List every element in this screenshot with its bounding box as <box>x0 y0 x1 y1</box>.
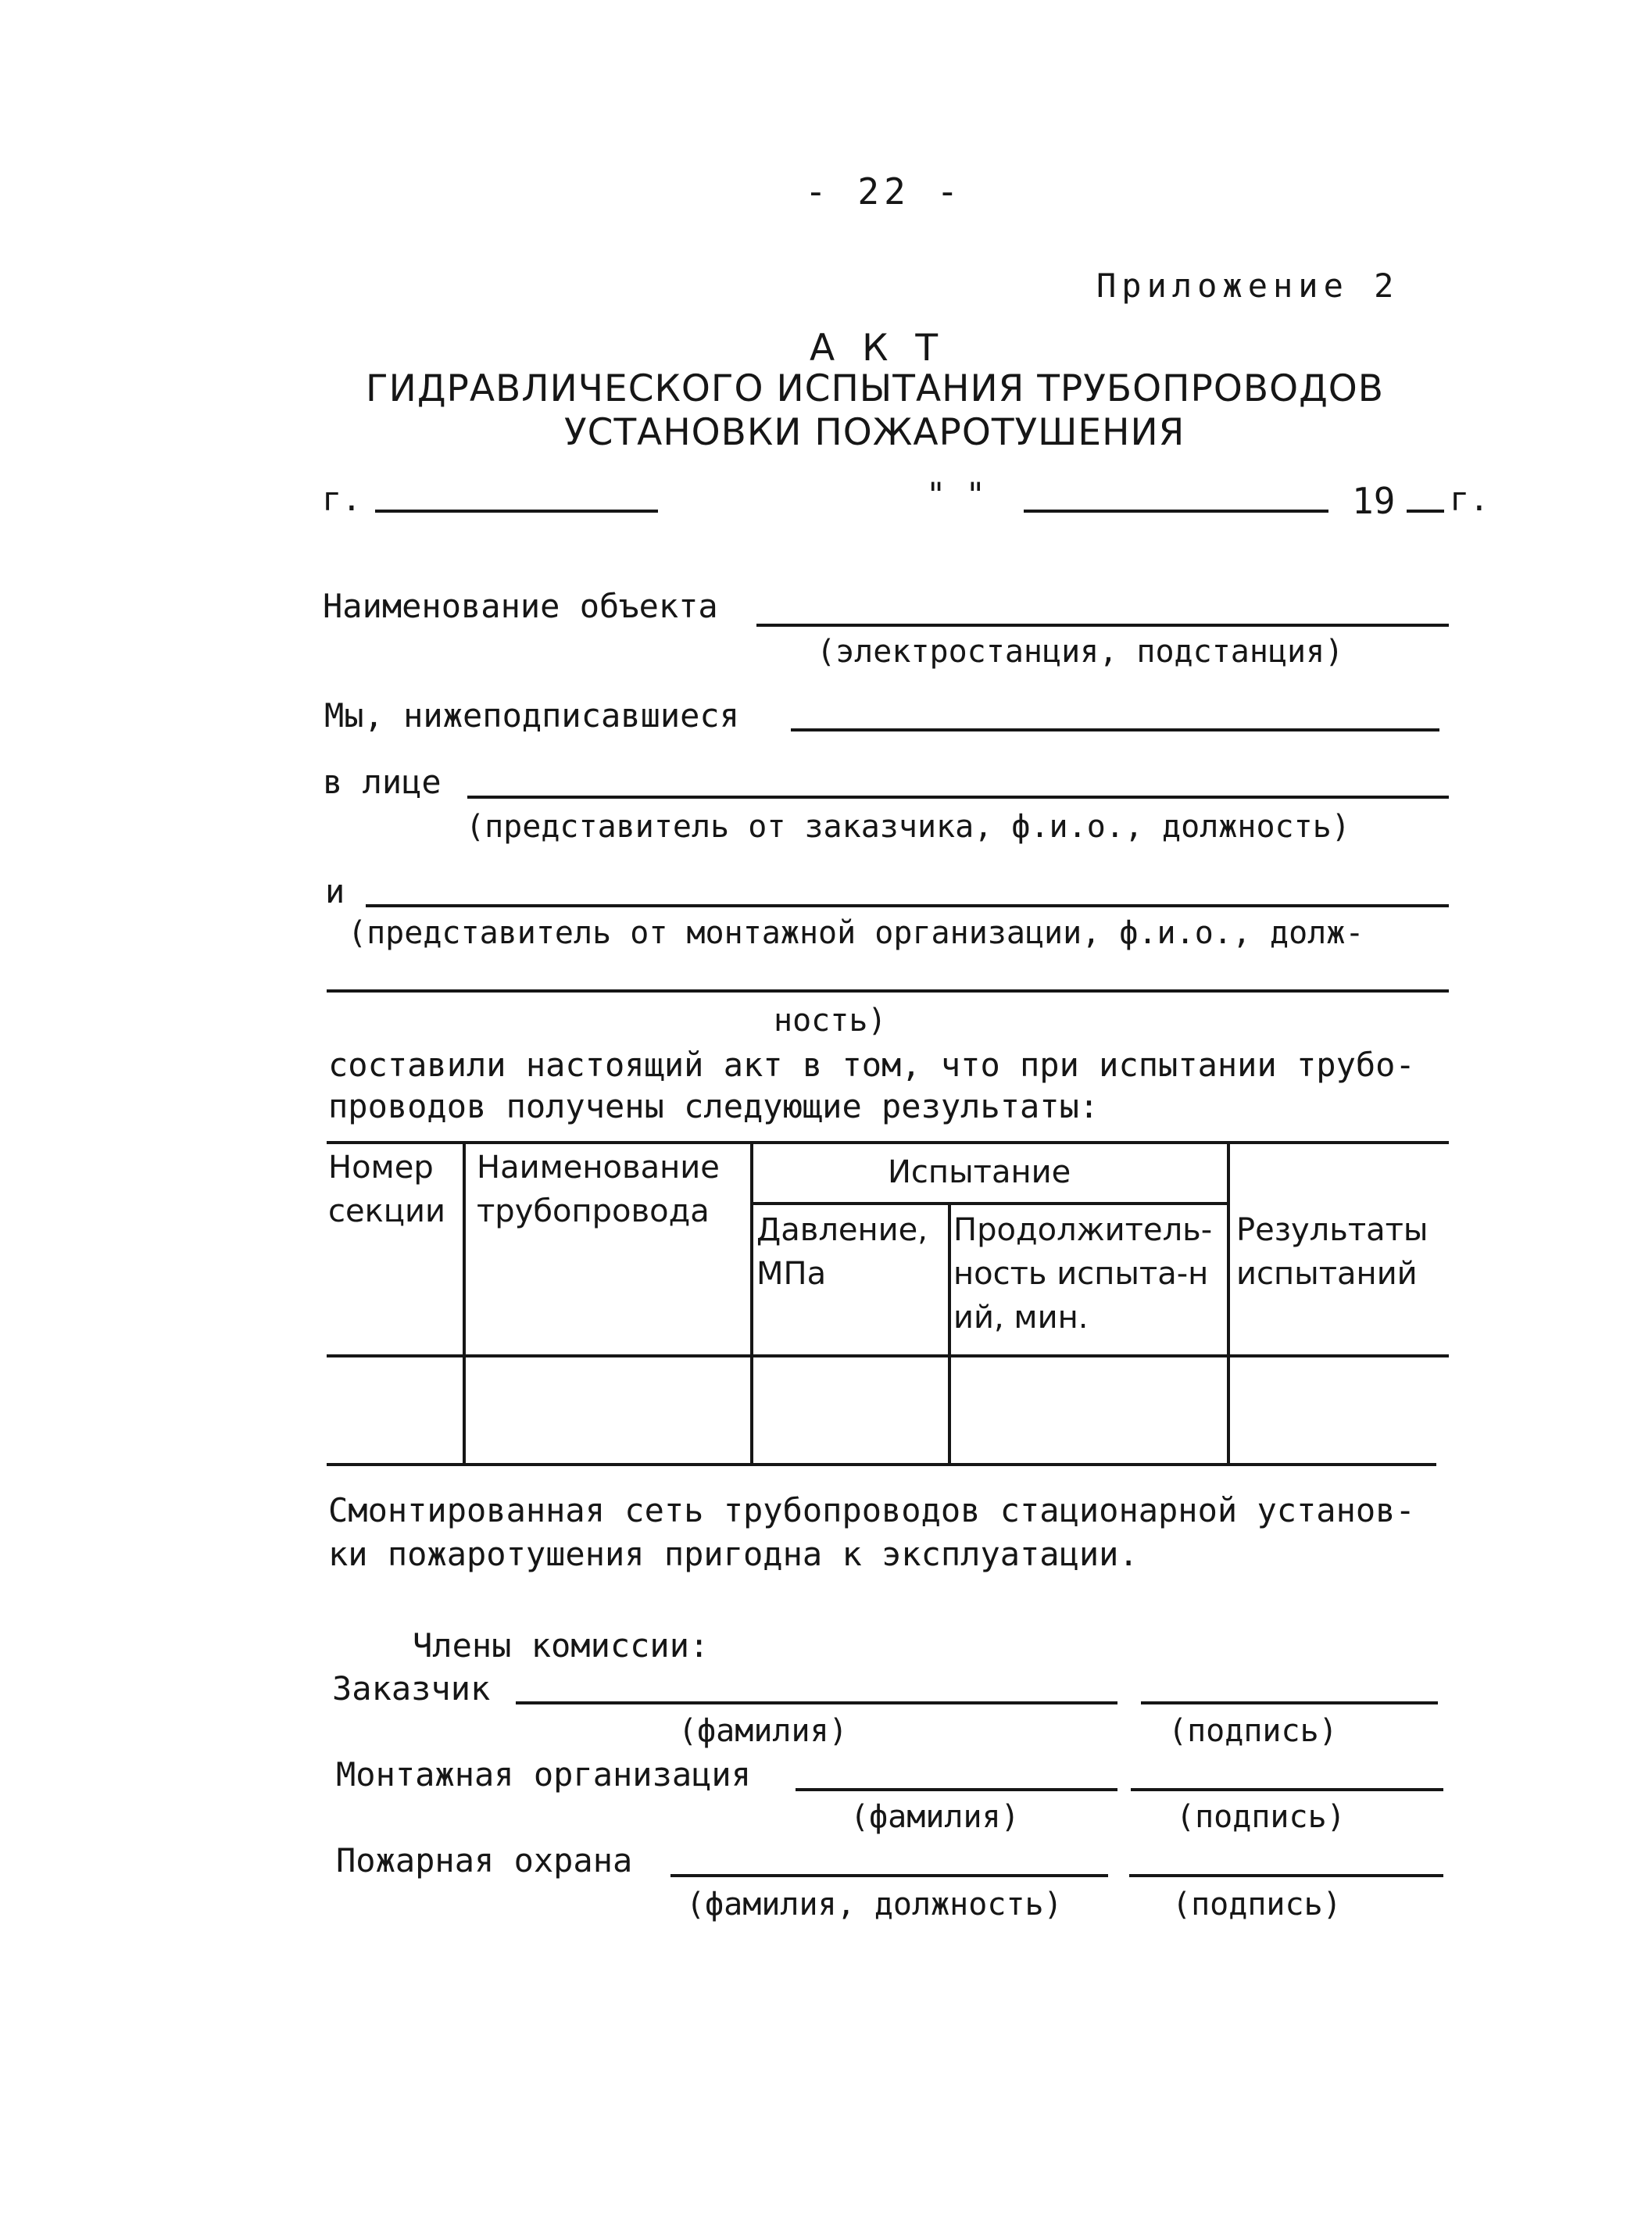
year-prefix: 19 <box>1352 480 1396 522</box>
table-header-test: Испытание <box>888 1154 1071 1190</box>
year-suffix: г. <box>1450 480 1489 518</box>
city-field-line[interactable] <box>375 510 658 513</box>
table-header-section: Номер секции <box>328 1150 445 1229</box>
fire-protection-surname-field[interactable] <box>670 1874 1108 1877</box>
conclusion-line-1: Смонтированная сеть трубопроводов стационарной установ- <box>328 1491 1415 1529</box>
date-quotes: " " <box>926 475 985 513</box>
statement-line-2: проводов получены следующие результаты: <box>328 1087 1100 1125</box>
appendix-label: Приложение 2 <box>1096 266 1400 305</box>
object-name-field[interactable] <box>756 624 1449 627</box>
installer-signature-hint: (подпись) <box>1176 1799 1346 1835</box>
fire-protection-signature-hint: (подпись) <box>1172 1887 1342 1923</box>
table-header-pipeline: Наименование трубопровода <box>477 1150 720 1229</box>
installer-surname-field[interactable] <box>796 1788 1117 1791</box>
installer-surname-hint: (фамилия) <box>850 1799 1020 1835</box>
commission-heading: Члены комиссии: <box>413 1626 710 1665</box>
customer-representative-hint: (представитель от заказчика, ф.и.о., должность) <box>466 809 1350 845</box>
installer-representative-field-2[interactable] <box>327 989 1449 993</box>
statement-line-1: составили настоящий акт в том, что при испытании трубо- <box>328 1046 1415 1084</box>
table-empty-row[interactable] <box>328 1357 1438 1461</box>
customer-signature-field[interactable] <box>1141 1701 1438 1704</box>
person-label: в лице <box>323 763 442 801</box>
table-test-group-border <box>750 1202 1230 1205</box>
object-name-label: Наименование объекта <box>323 587 718 625</box>
page-number: - 22 - <box>805 170 964 213</box>
customer-surname-hint: (фамилия) <box>678 1713 848 1749</box>
table-header-duration: Продолжитель-ность испыта-ний, мин. <box>953 1212 1213 1336</box>
installer-representative-hint-end: ность) <box>774 1003 887 1039</box>
table-header-results: Результаты испытаний <box>1236 1212 1429 1292</box>
fire-protection-label: Пожарная охрана <box>336 1841 633 1880</box>
customer-surname-field[interactable] <box>516 1701 1117 1704</box>
customer-signature-hint: (подпись) <box>1168 1713 1338 1749</box>
installer-signature-field[interactable] <box>1131 1788 1443 1791</box>
act-subtitle-line2: УСТАНОВКИ ПОЖАРОТУШЕНИЯ <box>564 411 1185 454</box>
year-field-line[interactable] <box>1407 510 1444 513</box>
object-name-hint: (электростанция, подстанция) <box>817 634 1344 670</box>
date-field-line[interactable] <box>1024 510 1328 513</box>
table-top-border <box>327 1141 1449 1144</box>
and-label: и <box>325 872 345 910</box>
installer-label: Монтажная организация <box>336 1755 752 1794</box>
customer-label: Заказчик <box>332 1669 491 1708</box>
city-prefix: г. <box>322 480 362 518</box>
fire-protection-surname-hint: (фамилия, должность) <box>686 1887 1063 1923</box>
customer-representative-field[interactable] <box>467 796 1449 799</box>
act-subtitle-line1: ГИДРАВЛИЧЕСКОГО ИСПЫТАНИЯ ТРУБОПРОВОДОВ <box>366 367 1385 410</box>
act-title: А К Т <box>810 327 946 370</box>
fire-protection-signature-field[interactable] <box>1129 1874 1443 1877</box>
undersigned-field[interactable] <box>791 728 1439 731</box>
installer-representative-hint: (представитель от монтажной организации, ф.и.о., долж- <box>348 915 1364 951</box>
installer-representative-field[interactable] <box>366 904 1449 907</box>
table-bottom-border <box>327 1463 1436 1466</box>
conclusion-line-2: ки пожаротушения пригодна к эксплуатации. <box>328 1535 1139 1573</box>
undersigned-label: Мы, нижеподписавшиеся <box>324 696 740 735</box>
table-header-pressure: Давление, МПа <box>756 1212 928 1292</box>
